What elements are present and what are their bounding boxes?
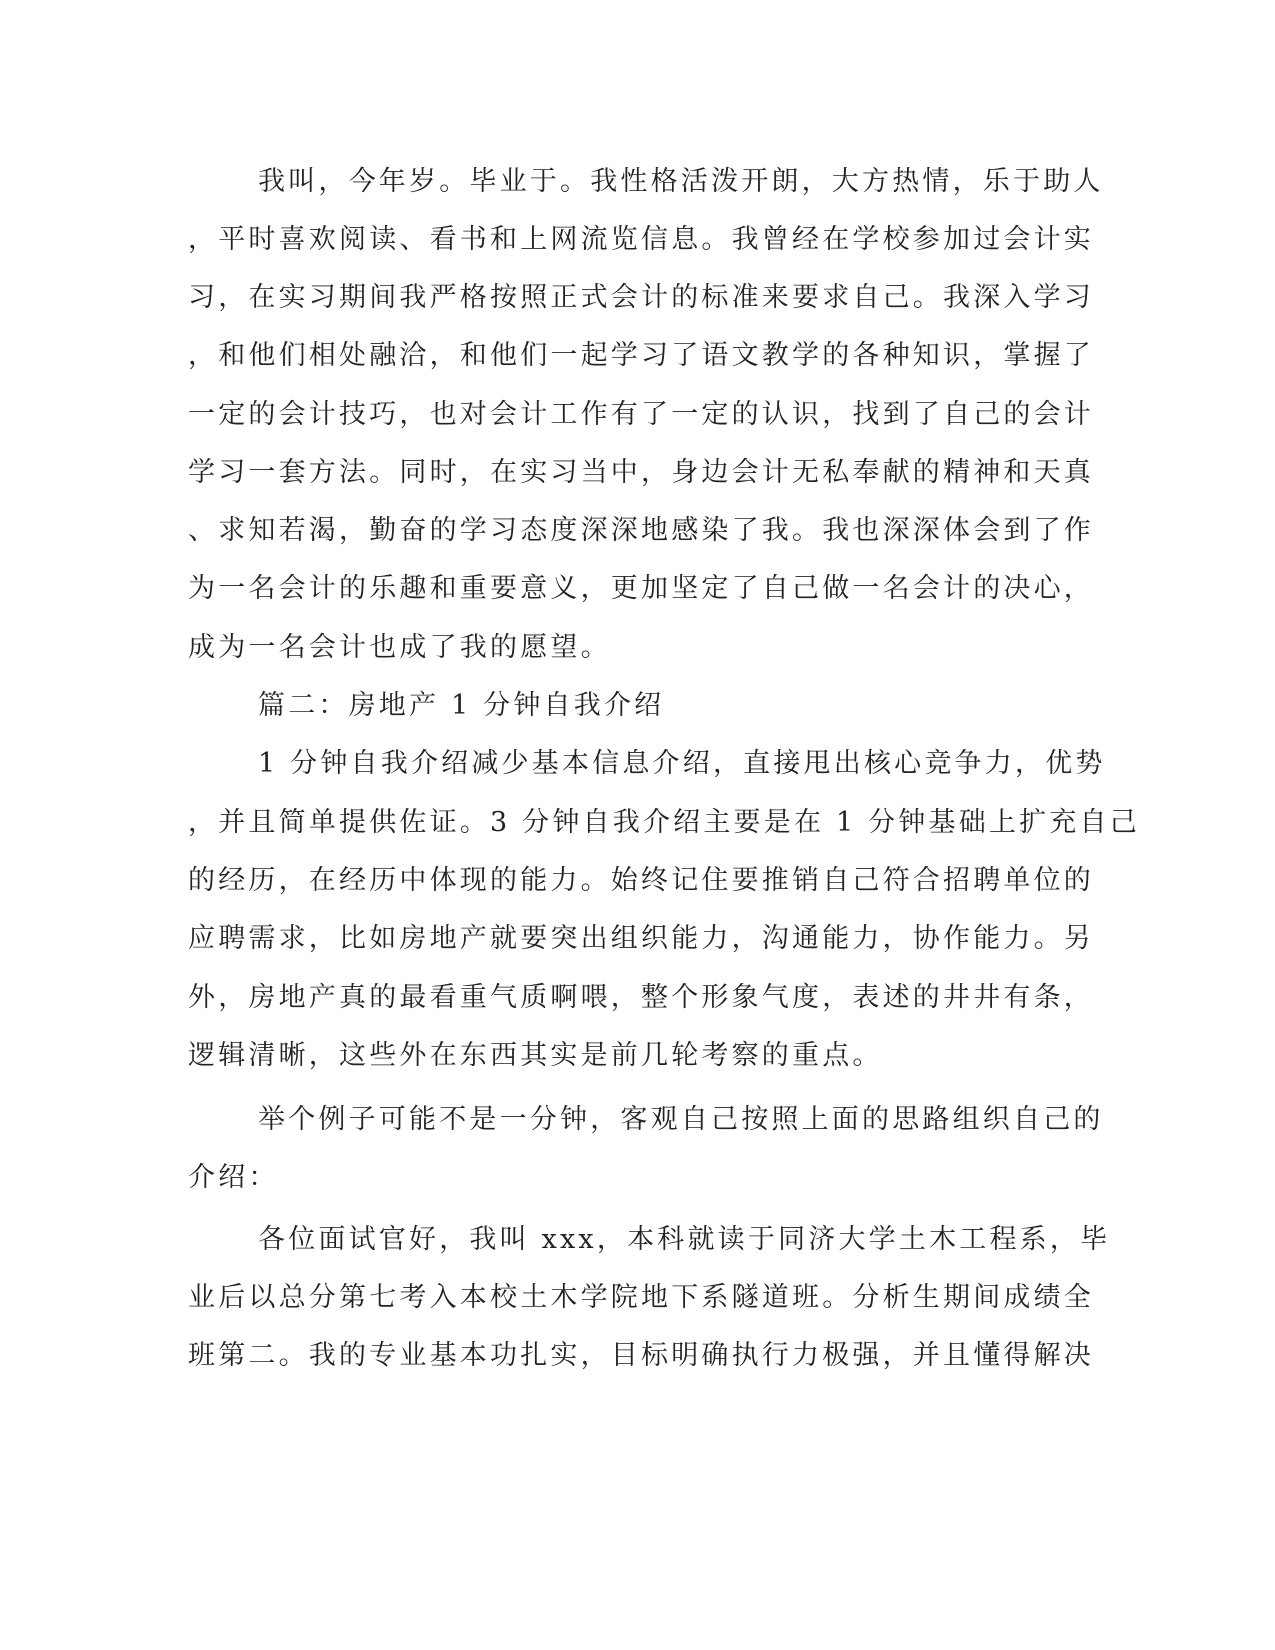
text-line: 成为一名会计也成了我的愿望。: [188, 632, 611, 663]
text-line: ，平时喜欢阅读、看书和上网流览信息。我曾经在学校参加过会计实: [188, 224, 1094, 255]
text-line: 1 分钟自我介绍减少基本信息介绍，直接甩出核心竞争力，优势: [258, 748, 1106, 779]
text-line: 介绍：: [188, 1162, 279, 1193]
section-heading: 篇二：房地产 1 分钟自我介绍: [258, 690, 665, 721]
text-line: 、求知若渴，勤奋的学习态度深深地感染了我。我也深深体会到了作: [188, 515, 1094, 546]
text-line: ，并且简单提供佐证。3 分钟自我介绍主要是在 1 分钟基础上扩充自己: [188, 807, 1140, 838]
text-line: 各位面试官好，我叫 xxx，本科就读于同济大学土木工程系，毕: [258, 1224, 1111, 1255]
text-line: ，和他们相处融洽，和他们一起学习了语文教学的各种知识，掌握了: [188, 340, 1094, 371]
text-line: 一定的会计技巧，也对会计工作有了一定的认识，找到了自己的会计: [188, 399, 1094, 430]
text-line: 应聘需求，比如房地产就要突出组织能力，沟通能力，协作能力。另: [188, 923, 1094, 954]
text-line: 学习一套方法。同时，在实习当中，身边会计无私奉献的精神和天真: [188, 457, 1094, 488]
text-line: 的经历，在经历中体现的能力。始终记住要推销自己符合招聘单位的: [188, 865, 1094, 896]
text-line: 业后以总分第七考入本校土木学院地下系隧道班。分析生期间成绩全: [188, 1282, 1094, 1313]
text-line: 为一名会计的乐趣和重要意义，更加坚定了自己做一名会计的决心，: [188, 573, 1094, 604]
text-line: 班第二。我的专业基本功扎实，目标明确执行力极强，并且懂得解决: [188, 1340, 1094, 1371]
text-line: 逻辑清晰，这些外在东西其实是前几轮考察的重点。: [188, 1040, 883, 1071]
text-line: 习，在实习期间我严格按照正式会计的标准来要求自己。我深入学习: [188, 282, 1094, 313]
text-line: 我叫，今年岁。毕业于。我性格活泼开朗，大方热情，乐于助人: [258, 166, 1104, 197]
text-line: 举个例子可能不是一分钟，客观自己按照上面的思路组织自己的: [258, 1104, 1104, 1135]
text-line: 外，房地产真的最看重气质啊喂，整个形象气度，表述的井井有条，: [188, 982, 1094, 1013]
